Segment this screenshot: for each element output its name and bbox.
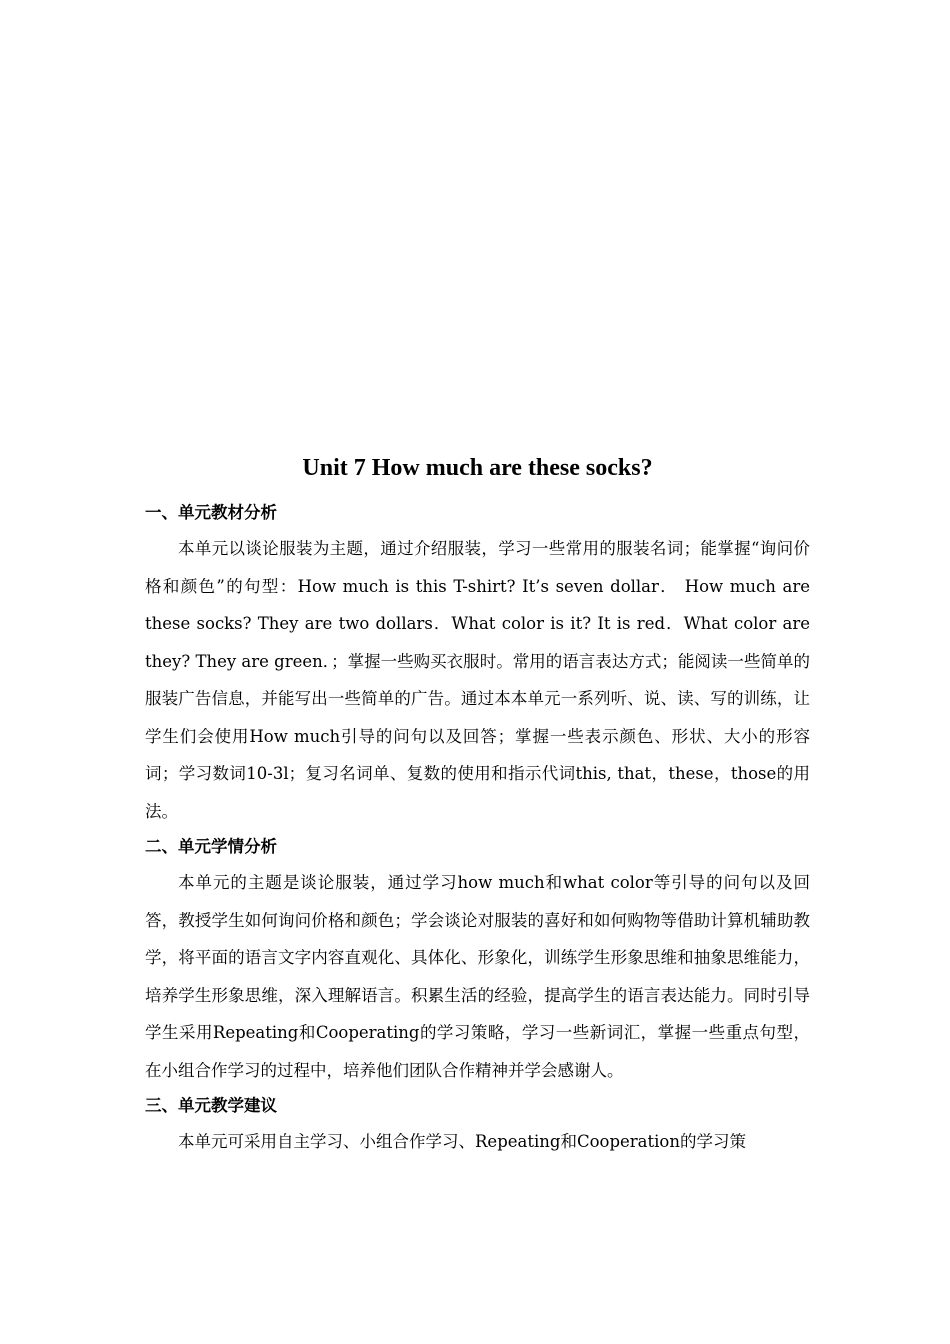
section-heading: 一、单元教材分析: [145, 503, 277, 522]
section-textbook-analysis: [145, 496, 810, 830]
section-paragraph: 本单元的主题是谈论服装，通过学习how much和what color等引导的问句以及回答，教授学生如何询问价格和颜色；学会谈论对服装的喜好和如何购物等借助计算机辅助教学，将平面的语言文字内容直观化、具体化、形象化，训练学生形象思维和抽象思维能力，培养学生形象思维，深入理解语言。积累生活的经验，提高学生的语言表达能力。同时引导学生采用Repeating和Cooperating的学习策略，学习一些新词汇，掌握一些重点句型，在小组合作学习的过程中，培养他们团队合作精神并学会感谢人。: [145, 873, 810, 1080]
section-paragraph: 本单元可采用自主学习、小组合作学习、Repeating和Cooperation的学习策: [178, 1132, 746, 1151]
section-student-analysis: [145, 830, 810, 1089]
section-heading: 二、单元学情分析: [145, 837, 277, 856]
section-heading: 三、单元教学建议: [145, 1096, 277, 1115]
document-page: [145, 448, 810, 1161]
section-paragraph: 本单元以谈论服装为主题，通过介绍服装，学习一些常用的服装名词；能掌握“询问价格和颜色”的句型：How much is this T-shirt? It’s seven dollar． How much are these socks? They are two dollars．What color is it? It is red．What color are they? They are green．；掌握一些购买衣服时。常用的语言表达方式；能阅读一些简单的服装广告信息，并能写出一些简单的广告。通过本本单元一系列听、说、读、写的训练，让学生们会使用How much引导的问句以及回答；掌握一些表示颜色、形状、大小的形容词；学习数词10-3l；复习名词单、复数的使用和指示代词this, that，these，those的用法。: [145, 539, 810, 821]
document-title: Unit 7 How much are these socks?: [302, 455, 653, 481]
section-teaching-suggestions: [145, 1089, 810, 1161]
